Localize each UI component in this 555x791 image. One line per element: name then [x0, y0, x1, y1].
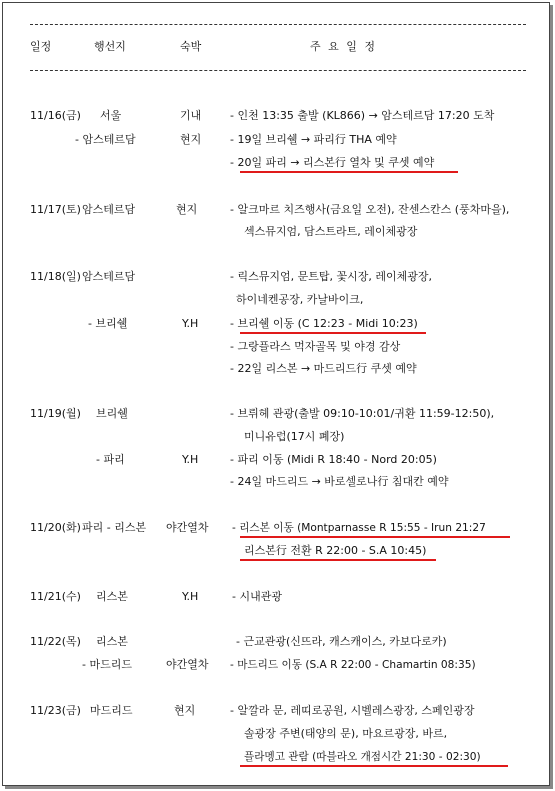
schedule-item: - 인천 13:35 출발 (KL866) → 암스테르담 17:20 도착	[230, 109, 495, 122]
day-lodging: 야간열차	[166, 521, 209, 534]
day-date: 11/20(화)	[30, 521, 81, 534]
highlight-underline	[240, 559, 436, 561]
schedule-item: - 알깔라 문, 레띠로공원, 시벨레스광장, 스페인광장	[230, 704, 475, 717]
header-date: 일정	[30, 40, 52, 53]
schedule-item: 플라멩고 관람 (따블라오 개점시간 21:30 - 02:30)	[244, 751, 481, 763]
day-place: - 마드리드	[82, 658, 132, 671]
day-place: - 브리쉘	[88, 317, 128, 330]
day-place: - 파리	[96, 453, 125, 466]
highlight-underline	[240, 765, 508, 767]
day-lodging: 현지	[174, 704, 196, 717]
schedule-item: 리스본行 전환 R 22:00 - S.A 10:45)	[244, 544, 427, 557]
highlight-underline	[240, 171, 458, 173]
header-lodging: 숙박	[180, 40, 202, 53]
top-dashed-rule	[30, 24, 526, 25]
schedule-item: - 브뤼헤 관광(출발 09:10-10:01/귀환 11:59-12:50),	[230, 407, 495, 420]
schedule-item: - 브리쉘 이동 (C 12:23 - Midi 10:23)	[230, 317, 418, 330]
schedule-item: - 마드리드 이동 (S.A R 22:00 - Chamartin 08:35)	[230, 659, 476, 671]
day-place: 리스본	[96, 635, 128, 648]
schedule-item: 미니유럽(17시 폐장)	[244, 430, 345, 443]
schedule-item: - 20일 파리 → 리스본行 열차 및 쿠셋 예약	[230, 156, 435, 169]
schedule-item: - 22일 리스본 → 마드리드行 쿠셋 예약	[230, 362, 417, 375]
schedule-item: - 알크마르 치즈행사(금요일 오전), 잔센스칸스 (풍차마을),	[230, 203, 510, 216]
day-lodging: 현지	[176, 203, 198, 216]
schedule-item: - 그랑플라스 먹자골목 및 야경 감상	[230, 340, 401, 353]
day-date: 11/22(목)	[30, 635, 81, 648]
day-lodging: 현지	[180, 133, 202, 146]
highlight-underline	[240, 332, 426, 334]
day-place: 리스본	[96, 590, 128, 603]
header-dashed-rule	[30, 70, 526, 71]
schedule-item: - 시내관광	[232, 590, 282, 603]
day-place: 파리 - 리스본	[82, 521, 147, 534]
schedule-item: 섹스뮤지엄, 담스트라트, 레이체광장	[244, 225, 418, 238]
schedule-item: - 24일 마드리드 → 바로셀로나行 침대칸 예약	[230, 475, 449, 488]
schedule-item: 하이네켄공장, 카날바이크,	[236, 293, 364, 306]
day-lodging: Y.H	[182, 317, 199, 330]
day-place: - 암스테르담	[75, 133, 136, 146]
schedule-item: - 파리 이동 (Midi R 18:40 - Nord 20:05)	[230, 453, 437, 466]
day-date: 11/17(토)	[30, 203, 81, 216]
day-date: 11/21(수)	[30, 590, 81, 603]
day-place: 마드리드	[90, 704, 133, 717]
header-schedule: 주 요 일 정	[310, 40, 377, 53]
schedule-item: 솔광장 주변(태양의 문), 마요르광장, 바르,	[244, 727, 448, 740]
day-place: 암스테르담	[82, 203, 136, 216]
highlight-underline	[240, 536, 510, 538]
day-lodging: 야간열차	[166, 658, 209, 671]
day-date: 11/16(금)	[30, 109, 81, 122]
header-route: 행선지	[94, 40, 126, 53]
day-date: 11/19(월)	[30, 407, 81, 420]
day-date: 11/23(금)	[30, 704, 81, 717]
day-lodging: Y.H	[182, 453, 199, 466]
day-place: 암스테르담	[82, 270, 136, 283]
day-lodging: 기내	[180, 109, 202, 122]
schedule-item: - 리스본 이동 (Montparnasse R 15:55 - Irun 21:27	[232, 522, 486, 534]
day-place: 브리쉘	[96, 407, 128, 420]
day-lodging: Y.H	[182, 590, 199, 603]
schedule-item: - 근교관광(신뜨라, 캐스캐이스, 카보다로카)	[236, 635, 447, 648]
day-date: 11/18(일)	[30, 270, 81, 283]
day-place: 서울	[100, 109, 122, 122]
schedule-item: - 릭스뮤지엄, 문트탑, 꽃시장, 레이체광장,	[230, 270, 432, 283]
schedule-item: - 19일 브리쉘 → 파리行 THA 예약	[230, 133, 397, 146]
